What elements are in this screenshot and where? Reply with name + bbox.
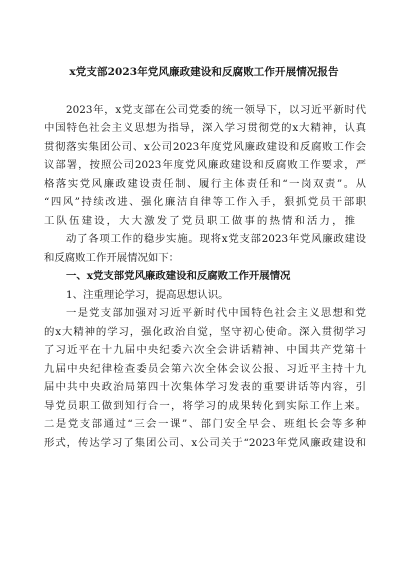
paragraph-line: “四风”持续改进、强化廉洁自律等工作入手，狠抓党员干部职 — [44, 196, 366, 208]
paragraph-line: 九届中央纪律检查委员会第六次全体会议公报、习近平主持十九 — [44, 363, 366, 375]
paragraph-line: 中国特色社会主义思想为指导，深入学习贯彻党的x大精神，认真 — [44, 122, 366, 134]
document-title: x党支部2023年党风廉政建设和反腐败工作开展情况报告 — [69, 66, 339, 78]
paragraph-line: 和反腐败工作开展情况如下： — [44, 252, 180, 264]
paragraph-line: 导党员职工做到知行合一，将学习的成果转化到实际工作上来。 — [44, 400, 366, 412]
paragraph-line: 了习近平在十九届中央纪委六次全会讲话精神、中国共产党第十 — [44, 344, 366, 356]
paragraph-line: 工队伍建设，大大激发了党员职工做事的热情和活力，推 — [44, 215, 355, 227]
paragraph-line: 议部署，按照公司2023年度党风廉政建设和反腐败工作要求，严 — [44, 159, 366, 171]
paragraph-line: 动了各项工作的稳步实施。现将x党支部2023年党风廉政建设 — [66, 233, 366, 245]
paragraph-line: 二是党支部通过“三会一课”、部门安全早会、班组长会等多种 — [44, 418, 366, 430]
paragraph-line: 2023年，x党支部在公司党委的统一领导下，以习近平新时代 — [66, 104, 366, 116]
paragraph-line: 贯彻落实集团公司、x公司2023年度党风廉政建设和反腐败工作会 — [44, 141, 366, 153]
paragraph-line: 一是党支部加强对习近平新时代中国特色社会主义思想和党 — [66, 307, 366, 319]
subsection-heading: 1、注重理论学习，提高思想认识。 — [66, 289, 229, 301]
paragraph-line: 格落实党风廉政建设责任制、履行主体责任和“一岗双责”。从 — [44, 178, 366, 190]
section-heading: 一、x党支部党风廉政建设和反腐败工作开展情况 — [66, 270, 291, 282]
paragraph-line: 形式，传达学习了集团公司、x公司关于“2023年党风廉政建设和 — [44, 437, 366, 449]
paragraph-line: 的x大精神的学习，强化政治自觉，坚守初心使命。深入贯彻学习 — [44, 326, 366, 338]
paragraph-line: 届中共中央政治局第四十次集体学习发表的重要讲话等内容，引 — [44, 381, 366, 393]
